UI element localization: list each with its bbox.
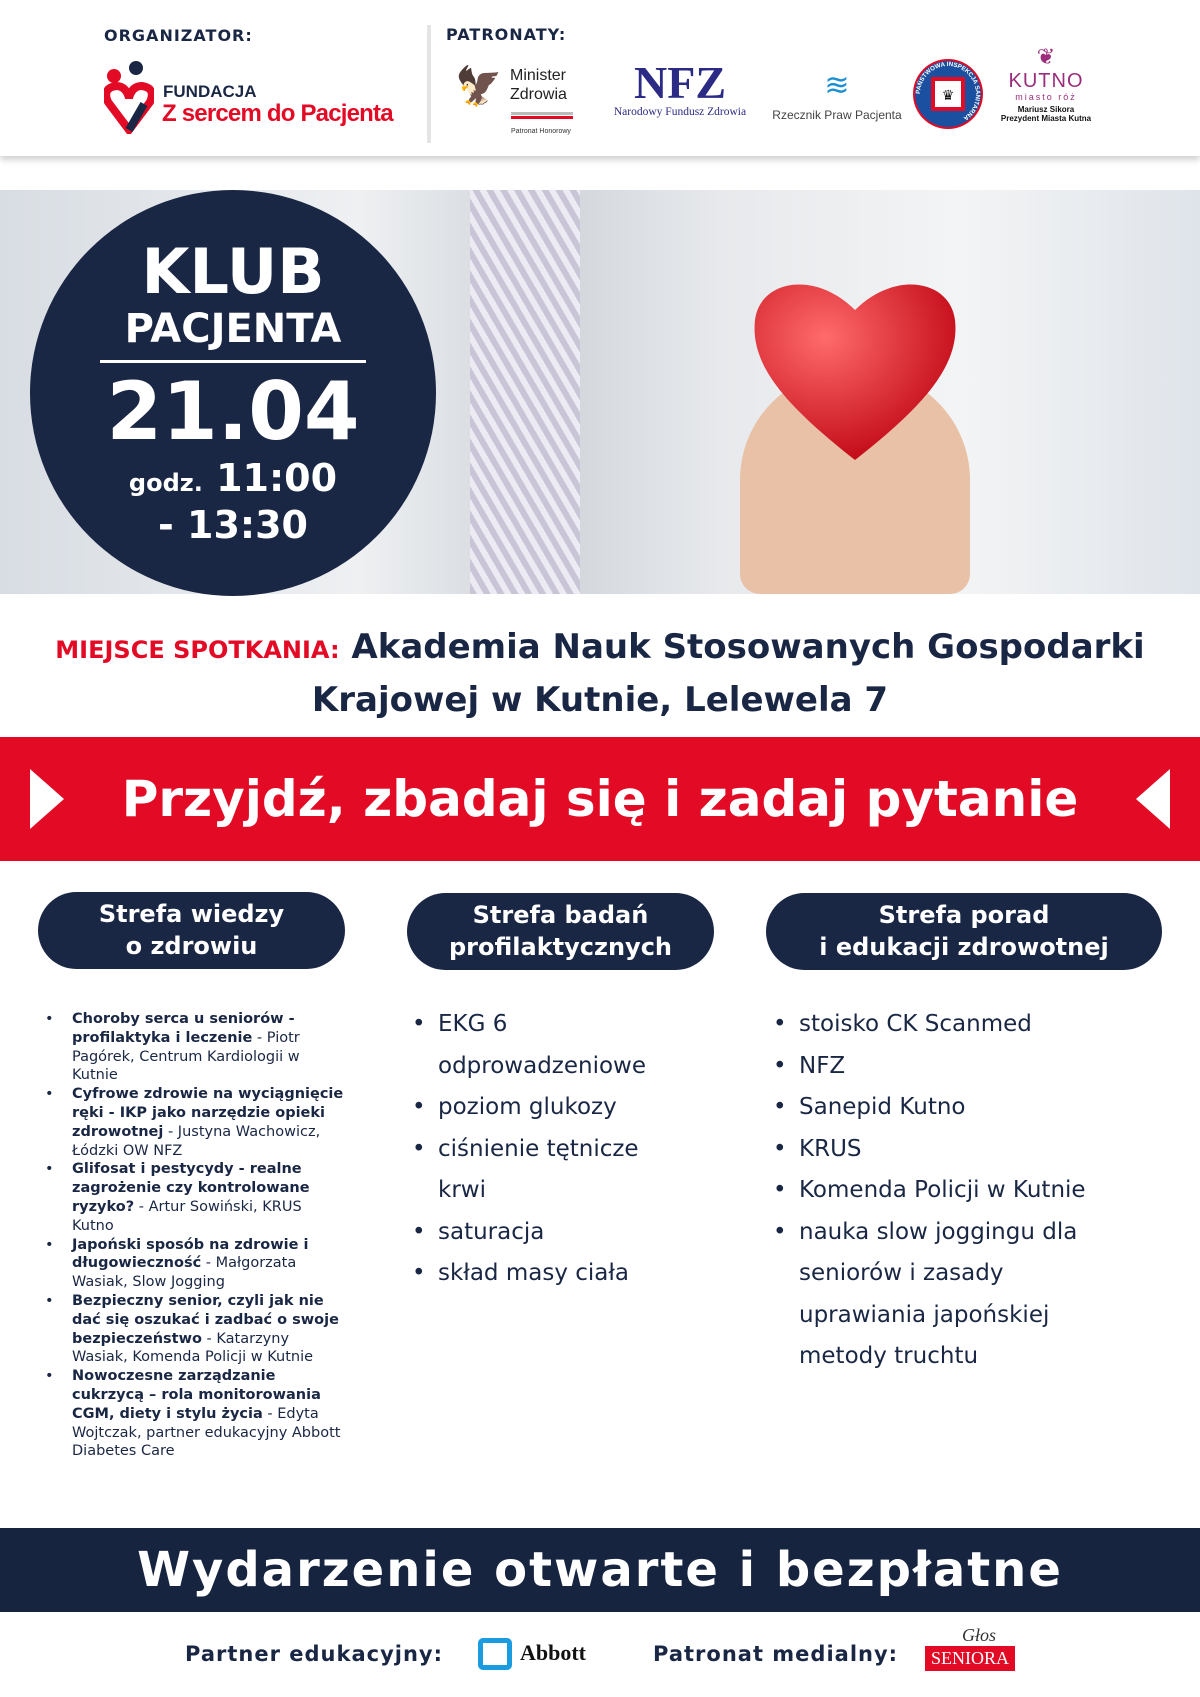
list-item: • Bezpieczny senior, czyli jak nie dać się oszukać i zadbać o swoje bezpieczeństwo - Katarzyny Wasiak, Komenda Policji w Kutnie [45,1292,345,1367]
heart-icon [745,265,965,465]
zone-advice-title: Strefa porad i edukacji zdrowotnej [766,893,1162,970]
abbott-logo: Abbott [520,1640,587,1665]
list-item: • Glifosat i pestycydy - realne zagrożenie czy kontrolowane ryzyko? - Artur Sowiński, KRUS Kutno [45,1160,345,1235]
abbott-icon [478,1638,512,1670]
sanepid-logo [912,58,984,130]
event-time: godz. 11:00 [128,456,338,500]
slogan-banner [0,737,1200,861]
eagle-icon: ♛ [941,88,955,104]
list-item: • Komenda Policji w Kutnie [773,1170,1153,1212]
advice-list [773,1004,1153,1378]
list-item: • Nowoczesne zarządzanie cukrzycą – rola monitorowania CGM, diety i stylu życia - Edyta Wojtczak, partner edukacyjny Abbott Diabetes Care [45,1367,345,1461]
minister-name: Minister Zdrowia [510,67,567,103]
location-line1: Akademia Nauk Stosowanych Gospodarki [351,627,1145,667]
event-title-line1: KLUB [141,235,325,308]
tie [470,190,580,594]
organizer-name-line2: Z sercem do Pacjenta [162,100,393,127]
organizer-logo [104,60,404,136]
rose-icon: ❦ [1036,45,1056,70]
patrons-label: PATRONATY: [446,25,567,44]
arrow-left-icon [1136,769,1170,829]
event-title-line2: PACJENTA [124,306,342,352]
list-item: • saturacja [412,1212,692,1254]
header [0,0,1200,156]
list-item: • Sanepid Kutno [773,1087,1153,1129]
location [0,622,1200,725]
arrow-right-icon [30,769,64,829]
list-item: • Cyfrowe zdrowie na wyciągnięcie ręki - IKP jako narzędzie opieki zdrowotnej - Justyna Wachowicz, Łódzki OW NFZ [45,1085,345,1160]
media-label: Patronat medialny: [653,1642,899,1666]
eagle-icon: 🦅 [455,64,503,108]
divider [427,25,431,143]
free-event-banner: Wydarzenie otwarte i bezpłatne [0,1528,1200,1612]
list-item: • poziom glukozy [412,1087,692,1129]
list-item: • nauka slow joggingu dla seniorów i zasady uprawiania japońskiej metody truchtu [773,1212,1113,1378]
list-item: • stoisko CK Scanmed [773,1004,1153,1046]
glos-seniora-logo-top: Głos [962,1625,997,1645]
minister-logo [455,60,575,140]
organizer-name-line1: FUNDACJA [163,82,257,101]
divider [100,360,366,363]
list-item: • KRUS [773,1129,1153,1171]
minister-note: Patronat Honorowy [511,128,571,135]
slogan-text: Przyjdź, zbadaj się i zadaj pytanie [121,770,1079,828]
location-line2: Krajowej w Kutnie, Lelewela 7 [311,680,889,720]
list-item: • skład masy ciała [412,1253,692,1295]
tests-list [412,1004,692,1295]
zone-tests-title: Strefa badań profilaktycznych [407,893,714,970]
event-time-end: - 13:30 [158,503,308,547]
list-item: • Japoński sposób na zdrowie i długowieczność - Małgorzata Wasiak, Slow Jogging [45,1236,345,1292]
knowledge-list [45,1010,345,1461]
event-date: 21.04 [106,365,360,458]
list-item: • EKG 6 odprowadzeniowe [412,1004,692,1087]
glos-seniora-logo: SENIORA [925,1646,1015,1671]
sanepid-name: PAŃSTWOWA INSPEKCJA SANITARNA [914,60,982,122]
rpp-logo: ≋ Rzecznik Praw Pacjenta [772,64,902,122]
heart-people-icon [104,60,154,134]
list-item: • NFZ [773,1046,1153,1088]
list-item: • Choroby serca u seniorów - profilaktyka i leczenie - Piotr Pagórek, Centrum Kardiologii w Kutnie [45,1010,345,1085]
organizer-label: ORGANIZATOR: [104,26,253,45]
location-label: MIEJSCE SPOTKANIA: [55,636,340,664]
event-badge [30,190,436,596]
kutno-logo: ❦ KUTNO miasto róż Mariusz Sikora Prezydent Miasta Kutna [990,46,1102,123]
nfz-logo: NFZ Narodowy Fundusz Zdrowia [613,57,747,118]
zone-knowledge-title: Strefa wiedzy o zdrowiu [38,892,345,969]
partner-label: Partner edukacyjny: [185,1642,443,1666]
rpp-icon: ≋ [824,68,850,103]
list-item: • ciśnienie tętnicze krwi [412,1129,692,1212]
